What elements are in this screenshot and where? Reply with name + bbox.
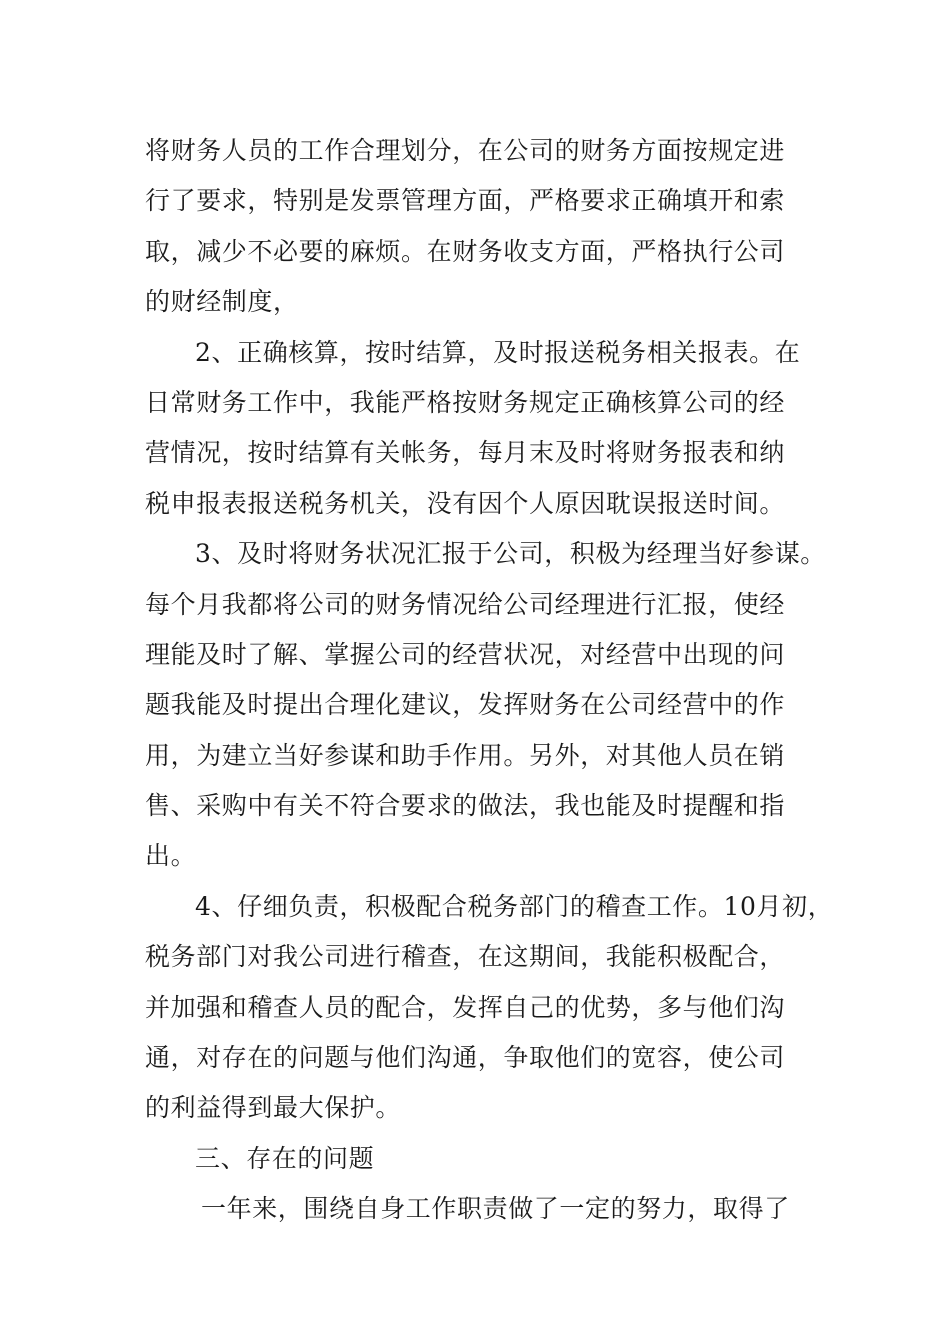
text-line-16: 4、仔细负责，积极配合税务部门的稽查工作。10月初， [195, 891, 834, 921]
text-line-18: 并加强和稽查人员的配合，发挥自己的优势，多与他们沟 [145, 992, 786, 1022]
text-line-3: 取，减少不必要的麻烦。在财务收支方面，严格执行公司 [145, 236, 786, 266]
text-line-20: 的利益得到最大保护。 [145, 1093, 402, 1123]
text-line-10: 每个月我都将公司的财务情况给公司经理进行汇报，使经 [145, 589, 786, 619]
text-line-2: 行了要求，特别是发票管理方面，严格要求正确填开和索 [145, 186, 786, 216]
text-line-22: 一年来，围绕自身工作职责做了一定的努力，取得了 [201, 1194, 790, 1224]
text-line-6: 日常财务工作中，我能严格按财务规定正确核算公司的经 [145, 387, 786, 417]
text-line-12: 题我能及时提出合理化建议，发挥财务在公司经营中的作 [145, 690, 786, 720]
text-line-7: 营情况，按时结算有关帐务，每月末及时将财务报表和纳 [145, 438, 786, 468]
text-line-1: 将财务人员的工作合理划分，在公司的财务方面按规定进 [145, 136, 786, 165]
text-line-11: 理能及时了解、掌握公司的经营状况，对经营中出现的问 [145, 639, 786, 669]
text-line-19: 通，对存在的问题与他们沟通，争取他们的宽容，使公司 [145, 1043, 786, 1073]
text-line-5: 2、正确核算，按时结算，及时报送税务相关报表。在 [195, 337, 801, 367]
text-line-15: 出。 [145, 841, 197, 871]
text-line-14: 售、采购中有关不符合要求的做法，我也能及时提醒和指 [145, 791, 786, 821]
section-heading: 三、存在的问题 [195, 1143, 375, 1173]
text-line-9: 3、及时将财务状况汇报于公司，积极为经理当好参谋。 [195, 539, 826, 569]
text-line-8: 税申报表报送税务机关，没有因个人原因耽误报送时间。 [145, 488, 786, 518]
text-line-17: 税务部门对我公司进行稽查，在这期间，我能积极配合， [145, 942, 786, 972]
text-line-4: 的财经制度， [145, 287, 299, 317]
body-text [145, 126, 834, 1235]
text-line-13: 用，为建立当好参谋和助手作用。另外，对其他人员在销 [145, 740, 786, 770]
